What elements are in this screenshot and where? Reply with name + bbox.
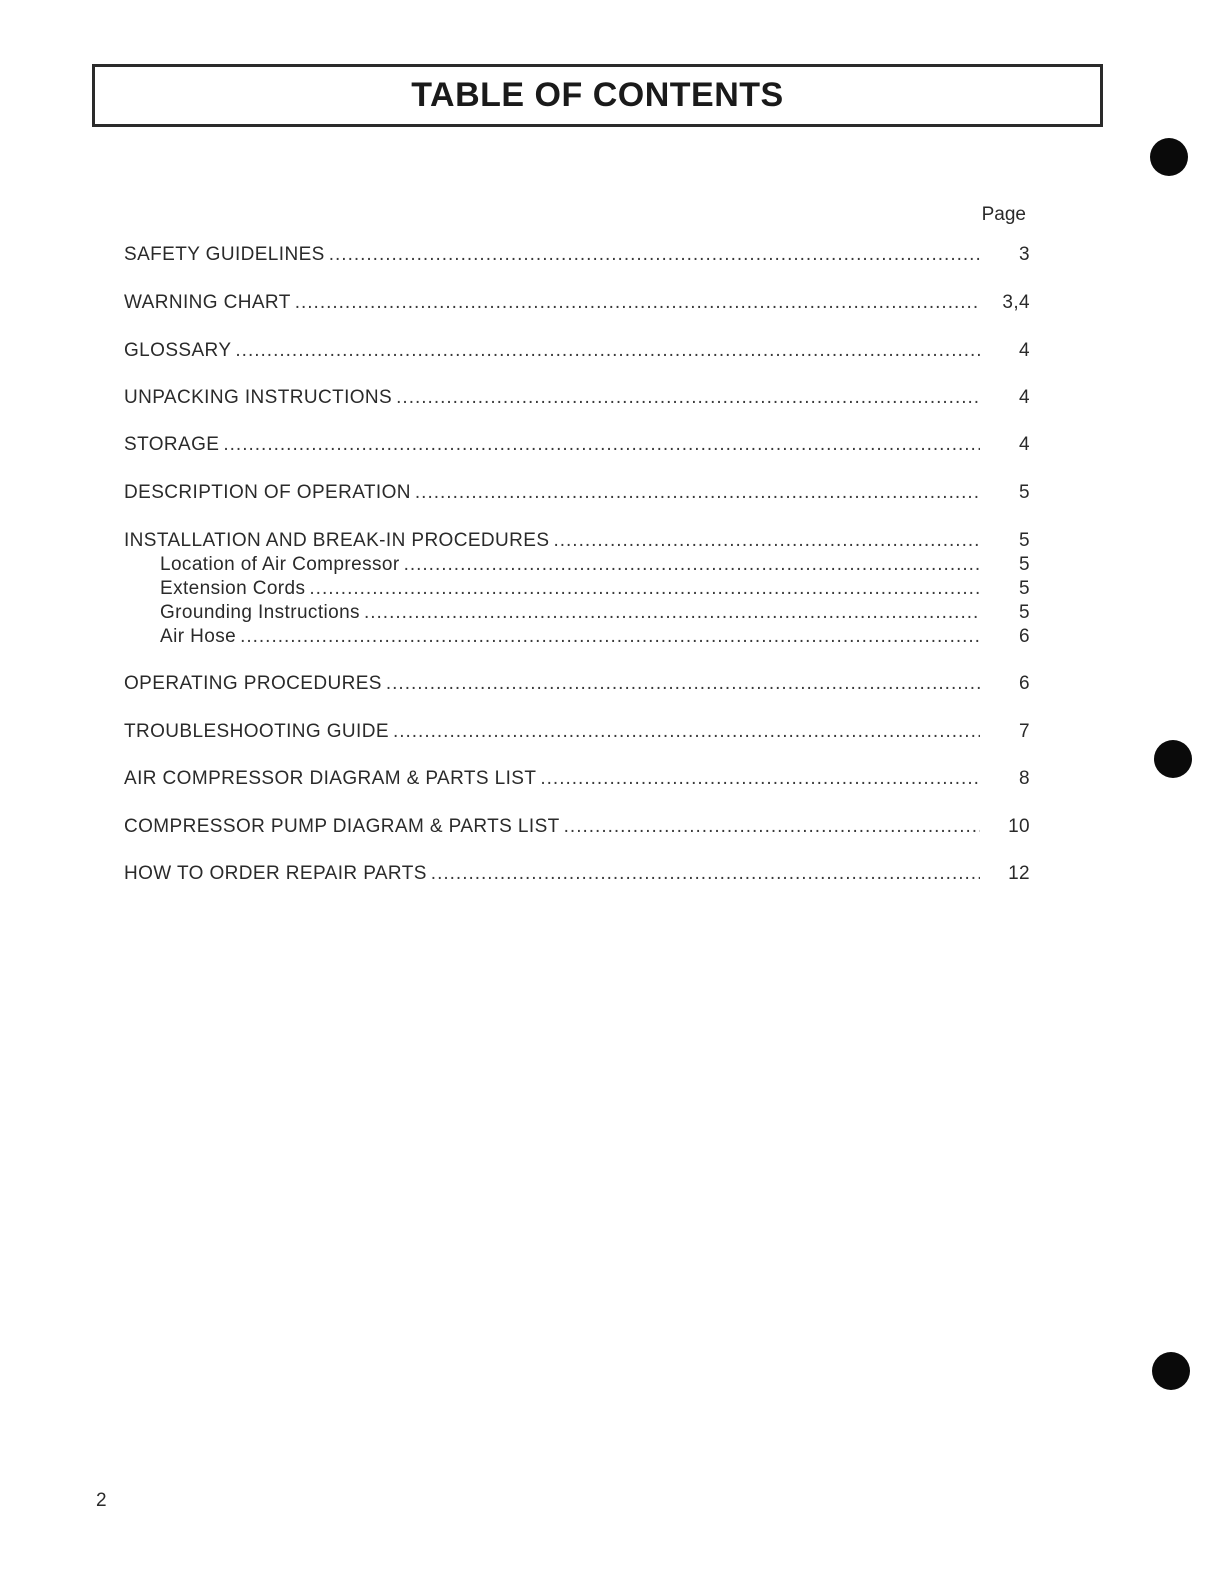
toc-entry-title: COMPRESSOR PUMP DIAGRAM & PARTS LIST (124, 816, 560, 837)
page-column-label: Page (981, 204, 1026, 225)
toc-entry-page: 4 (1019, 340, 1030, 361)
toc-entry-page: 5 (1019, 602, 1030, 623)
toc-subentry (160, 626, 1030, 652)
toc-entry-title: OPERATING PROCEDURES (124, 673, 382, 694)
dot-leader (364, 602, 980, 624)
dot-leader (295, 292, 980, 314)
toc-entry-page: 3 (1019, 244, 1030, 265)
dot-leader (431, 863, 980, 885)
dot-leader (393, 721, 980, 743)
toc-entry-page: 12 (1008, 863, 1030, 884)
toc-entry (124, 244, 1030, 270)
dot-leader (404, 554, 980, 576)
toc-entry-page: 3,4 (1002, 292, 1030, 313)
toc-entry-page: 5 (1019, 482, 1030, 503)
toc-entry-title: TROUBLESHOOTING GUIDE (124, 721, 389, 742)
toc-entry-title: GLOSSARY (124, 340, 232, 361)
toc-entry-title: SAFETY GUIDELINES (124, 244, 325, 265)
toc-entry-page: 5 (1019, 554, 1030, 575)
toc-entry-title: WARNING CHART (124, 292, 291, 313)
toc-entry (124, 863, 1030, 889)
toc-entry-page: 5 (1019, 578, 1030, 599)
toc-entry-page: 6 (1019, 626, 1030, 647)
toc-entry (124, 482, 1030, 508)
toc-entry-page: 5 (1019, 530, 1030, 551)
dot-leader (223, 434, 980, 456)
toc-entry-page: 6 (1019, 673, 1030, 694)
toc-entry (124, 434, 1030, 460)
toc-entry (124, 721, 1030, 747)
toc-entry-page: 10 (1008, 816, 1030, 837)
dot-leader (415, 482, 980, 504)
dot-leader (564, 816, 980, 838)
binder-hole-middle (1154, 740, 1192, 778)
toc-entry-page: 4 (1019, 387, 1030, 408)
toc-subentry (160, 554, 1030, 580)
page-title: TABLE OF CONTENTS (411, 76, 784, 114)
toc-entry-title: INSTALLATION AND BREAK-IN PROCEDURES (124, 530, 550, 551)
dot-leader (540, 768, 980, 790)
page-number: 2 (96, 1490, 107, 1511)
toc-entry-title: HOW TO ORDER REPAIR PARTS (124, 863, 427, 884)
binder-hole-bottom (1152, 1352, 1190, 1390)
dot-leader (235, 340, 980, 362)
dot-leader (329, 244, 980, 266)
title-box (92, 64, 1103, 127)
toc-entry (124, 816, 1030, 842)
toc-entry-title: Location of Air Compressor (160, 554, 400, 575)
toc-entry-page: 7 (1019, 721, 1030, 742)
dot-leader (240, 626, 980, 648)
toc-subentry (160, 578, 1030, 604)
toc-entry-title: AIR COMPRESSOR DIAGRAM & PARTS LIST (124, 768, 537, 789)
toc-entry (124, 387, 1030, 413)
toc-entry-page: 4 (1019, 434, 1030, 455)
dot-leader (396, 387, 980, 409)
dot-leader (553, 530, 980, 552)
toc-entry (124, 530, 1030, 556)
toc-subentry (160, 602, 1030, 628)
toc-entry-title: Grounding Instructions (160, 602, 360, 623)
dot-leader (309, 578, 980, 600)
toc-entry-title: STORAGE (124, 434, 220, 455)
toc-entry (124, 768, 1030, 794)
toc-entry-title: Extension Cords (160, 578, 306, 599)
toc-entry-title: Air Hose (160, 626, 237, 647)
toc-entry-page: 8 (1019, 768, 1030, 789)
binder-hole-top (1150, 138, 1188, 176)
toc-entry (124, 673, 1030, 699)
toc-entry-title: DESCRIPTION OF OPERATION (124, 482, 411, 503)
toc-entry (124, 292, 1030, 318)
toc-entry (124, 340, 1030, 366)
toc-entry-title: UNPACKING INSTRUCTIONS (124, 387, 393, 408)
dot-leader (386, 673, 980, 695)
